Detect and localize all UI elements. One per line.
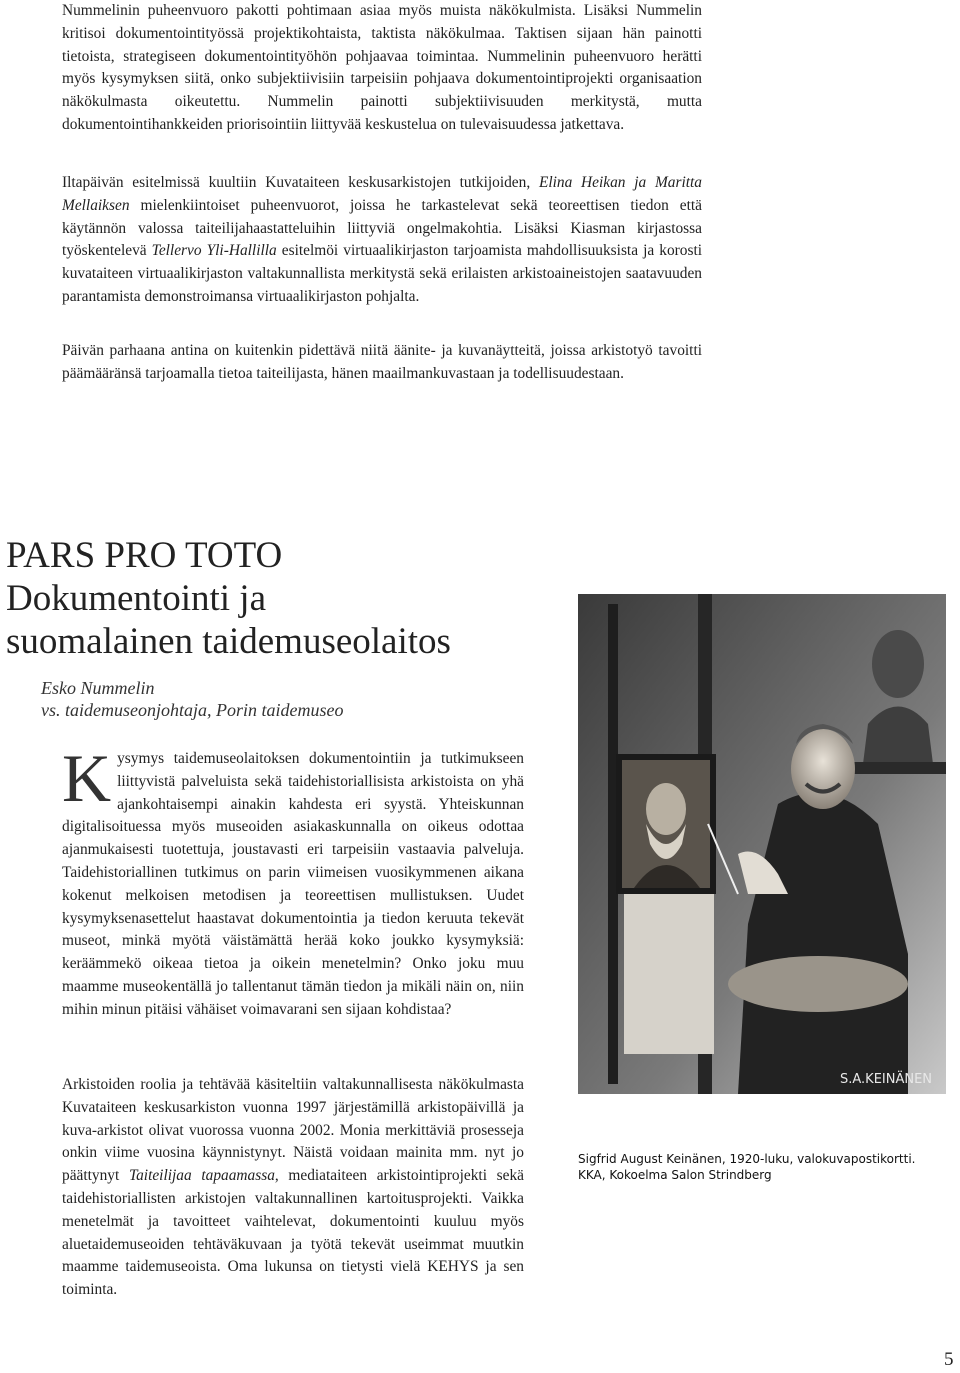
article-intro-paragraph <box>62 740 524 1022</box>
caption-line-2: KKA, Kokoelma Salon Strindberg <box>578 1168 772 1182</box>
title-line-3: suomalainen taidemuseolaitos <box>6 621 451 662</box>
p2-names1: Elina Heikan ja Maritta Mellaiksen <box>62 174 702 214</box>
author-block <box>41 677 343 721</box>
caption-line-1: Sigfrid August Keinänen, 1920-luku, valokuvapostikortti. <box>578 1152 916 1166</box>
drop-cap: K <box>62 740 112 816</box>
p1-text: Nummelinin puheenvuoro pakotti pohtimaan asiaa myös muista näkökulmista. Lisäksi Nummelin kritisoi dokumentointityössä projektikohtaista, taktista näkökulmaa. Taktisen sijaan hän painotti tietoista, strategiseen dokumentointityöhön pohjaavaa toimintaa. Nummelinin puheenvuoro herätti myös kysymyksen siitä, onko subjektiivisiin tarpeisiin pohjaava dokumentointiprojekti organisaation näkökulmasta oikeutettu. Nummelin painotti subjektiivisuuden merkitystä, mutta dokumentointihankkeiden priorisointiin liittyvää keskustelua on tulevaisuudessa jatkettava. <box>62 2 702 133</box>
p5-part1: Arkistoiden roolia ja tehtävää käsiteltiin valtakunnallisesta näkökulmasta Kuvataiteen keskusarkiston vuonna 1997 järjestämillä arkistopäivillä ja kuva-arkistot olivat vuorossa vuonna 2002. Monia merkittäviä prosesseja onkin viime vuosina käynnistynyt. Näistä voidaan mainita mm. nyt jo päättynyt <box>62 1076 524 1185</box>
title-line-1: PARS PRO TOTO <box>6 535 283 576</box>
title-line-2: Dokumentointi ja <box>6 578 266 619</box>
p3-text: Päivän parhaana antina on kuitenkin pidettävä niitä äänite- ja kuvanäytteitä, joissa arkistotyö tavoitti päämääränsä tarjoamalla tietoa taiteilijasta, hänen maailmankuvastaan ja todellisuudestaan. <box>62 342 702 382</box>
p2-names2: Tellervo Yli-Hallilla <box>151 242 277 260</box>
p2-part1: Iltapäivän esitelmissä kuultiin Kuvataiteen keskusarkistojen tutkijoiden, <box>62 174 539 191</box>
palette-icon <box>728 956 908 1012</box>
p2-part3: esitelmöi virtuaalikirjaston tarjoamista mahdollisuuksista ja korosti kuvataiteen virtuaalikirjaston valtakunnallista merkitystä sekä erilaisten arkistoaineistojen saatavuuden parantamista demonstroimansa virtuaalikirjaston pohjalta. <box>62 242 702 305</box>
p5-part2: , mediataiteen arkistointiprojekti sekä taidehistoriallisten arkistojen valtakunnallinen kartoitusprojekti. Vaikka menetelmät ja tavoitteet vaihtelevat, dokumentointi kuuluu myös aluetaidemuseoiden tehtäväkuvaan ja työtä tekevät useimmat muutkin maamme taidemuseoista. Oma lukunsa on tietysti vielä KEHYS ja sen toiminta. <box>62 1167 524 1299</box>
p4-text: ysymys taidemuseolaitoksen dokumentointiin ja tutkimukseen liittyvistä palveluista sekä taidehistoriallisista arkistoista on yhä ajankohtaisempi ainakin kahdesta eri syystä. Yhteiskunnan digitalisoituessa myös museoiden asiakaskunnalla on oikeus odottaa ajanmukaisesti tuotettuja, joustavasti eri tarpeisiin vastaavia palveluja. Taidehistoriallinen tutkimus on parin viimeisen vuosikymmenen aikana kokenut melkoisen metodisen ja teoreettisen mullistuksen. Uudet kysymyksenasettelut haastavat dokumentointia ja tiedon keruuta tekevät museot, minkä myötä väistämättä herää koko joukko kysymyksiä: keräämmekö oikeaa tietoa ja oikein menetelmin? Onko joku muu maamme museokentällä jo tallentanut tämän tiedon ja mikäli näin on, niin mihin minun pitäisi vähäiset voimavarani sen sijaan kohdistaa? <box>62 750 524 1018</box>
photo-signature: S.A.KEINÄNEN <box>840 1072 933 1087</box>
portrait-painting-icon <box>616 754 716 894</box>
author-name: Esko Nummelin <box>41 678 155 698</box>
body-paragraph-3 <box>62 340 702 386</box>
body-paragraph-2 <box>62 172 702 309</box>
page-number: 5 <box>944 1349 954 1370</box>
article-paragraph-2 <box>62 1074 524 1302</box>
artist-photograph <box>578 594 946 1094</box>
article-title <box>6 534 451 663</box>
author-affiliation: vs. taidemuseonjohtaja, Porin taidemuseo <box>41 700 344 720</box>
cloth-icon <box>624 894 714 1054</box>
photo-illustration <box>578 594 946 1094</box>
p5-italic: Taiteilijaa tapaamassa <box>128 1167 275 1185</box>
p2-part2: mielenkiintoiset puheenvuorot, joissa he tarkastelevat sekä teoreettisen tiedon että käytännön valossa taiteilijahaastatteluihin liittyviä ongelmakohtia. Lisäksi Kiasman kirjastossa työskentelevä <box>62 196 702 260</box>
photo-caption <box>578 1151 953 1183</box>
body-paragraph-1 <box>62 0 702 137</box>
